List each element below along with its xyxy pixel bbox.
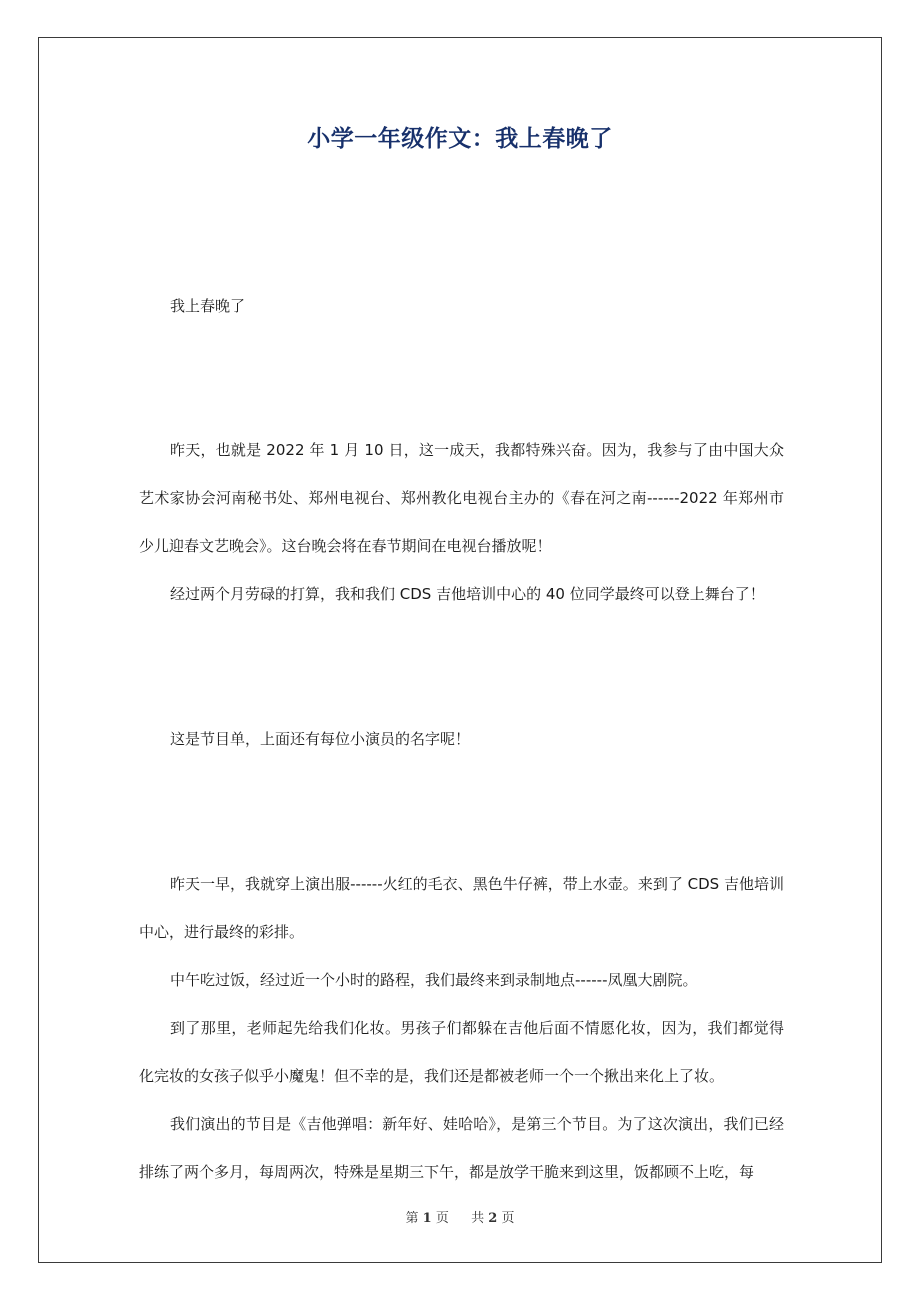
paragraph-7: 我们演出的节目是《吉他弹唱：新年好、娃哈哈》，是第三个节目。为了这次演出，我们已经排练了两个多月，每周两次，特殊是星期三下午，都是放学干脆来到这里，饭都顾不上吃，每 (139, 1115, 784, 1181)
paragraph-4: 昨天一早，我就穿上演出服------火红的毛衣、黑色牛仔裤，带上水壶。来到了 CDS 吉他培训中心，进行最终的彩排。 (139, 875, 784, 941)
footer-total-pages: 2 (488, 1211, 498, 1226)
paragraph-2: 经过两个月劳碌的打算，我和我们 CDS 吉他培训中心的 40 位同学最终可以登上舞台了！ (170, 585, 765, 603)
footer-prefix: 第 (405, 1211, 419, 1226)
paragraph-5: 中午吃过饭，经过近一个小时的路程，我们最终来到录制地点------凤凰大剧院。 (170, 971, 698, 989)
footer-current-page: 1 (422, 1211, 432, 1226)
paragraph-3: 这是节目单，上面还有每位小演员的名字呢！ (170, 730, 471, 748)
page-footer (0, 1207, 920, 1226)
footer-total-unit: 页 (501, 1211, 515, 1226)
footer-total-prefix: 共 (471, 1211, 485, 1226)
footer-page-unit: 页 (435, 1211, 449, 1226)
paragraph-6: 到了那里，老师起先给我们化妆。男孩子们都躲在吉他后面不情愿化妆，因为，我们都觉得化完妆的女孩子似乎小魔鬼！但不幸的是，我们还是都被老师一个一个揪出来化上了妆。 (139, 1019, 784, 1085)
document-title: 小学一年级作文：我上春晚了 (307, 126, 613, 152)
paragraph-heading: 我上春晚了 (170, 297, 246, 315)
paragraph-1: 昨天，也就是 2022 年 1 月 10 日，这一成天，我都特殊兴奋。因为，我参与了由中国大众艺术家协会河南秘书处、郑州电视台、郑州教化电视台主办的《春在河之南------2022 年郑州市少儿迎春文艺晚会》。这台晚会将在春节期间在电视台播放呢！ (139, 441, 784, 555)
